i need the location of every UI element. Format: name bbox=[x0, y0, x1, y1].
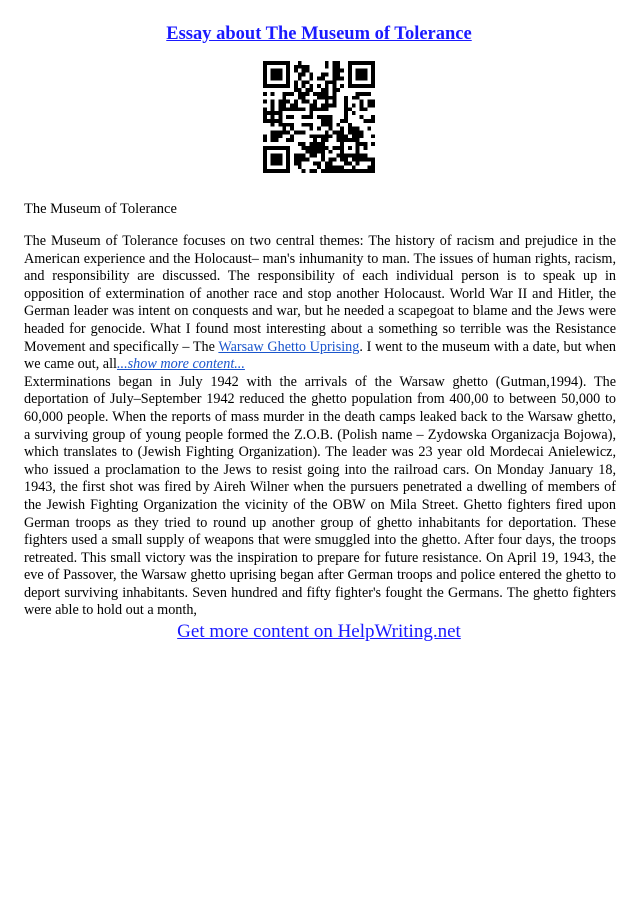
get-more-content-link[interactable]: Get more content on HelpWriting.net bbox=[177, 621, 461, 642]
qr-code-icon bbox=[263, 61, 375, 173]
paragraph-intro-continuation: . I went to the museum with a date, but when we came out, all bbox=[24, 338, 616, 373]
qr-code-graphic bbox=[263, 61, 375, 173]
show-more-content-link[interactable]: ...show more content... bbox=[116, 356, 245, 373]
warsaw-ghetto-uprising-link[interactable]: Warsaw Ghetto Uprising bbox=[218, 338, 360, 355]
page-title-link[interactable]: Essay about The Museum of Tolerance bbox=[166, 24, 472, 44]
paragraph-excerpt: Exterminations began in July 1942 with the arrivals of the Warsaw ghetto (Gutman,1994). The deportation of July–September 1942 reduced the ghetto population from 400,00 to between 50,000 to 60,000 people. When the reports of mass murder in the death camps leaked back to the Warsaw ghetto, a surviving group of young people formed the Z.O.B. (Polish name – Zydowska Organizacja Bojowa), which translates to (Jewish Fighting Organization). The leader was 23 year old Mordecai Anielewicz, who issued a proclamation to the Jews to resist going into the railroad cars. On Monday January 18, 1943, the first shot was fired by Aireh Wilner when the pursuers penetrated a dwelling of members of the Jewish Fighting Organization the vicinity of the OBW on Mila Street. Ghetto fighters fired upon German troops as they tried to round up another group of ghetto inhabitants for deportation. These fighters used a small supply of weapons that were smuggled into the ghetto. After four days, the troops retreated. This small victory was the inspiration to prepare for future resistance. On April 19, 1943, the eve of Passover, the Warsaw ghetto uprising began after German troops and police entered the ghetto to deport surviving inhabitants. Seven hundred and fifty fighter's fought the Germans. The ghetto fighters were able to hold out a month, bbox=[24, 373, 616, 619]
paragraph-intro bbox=[24, 233, 616, 374]
section-heading: The Museum of Tolerance bbox=[24, 201, 177, 217]
essay-body bbox=[24, 233, 616, 620]
paragraph-intro-text: The Museum of Tolerance focuses on two central themes: The history of racism and prejudice in the American experience and the Holocaust– man's inhumanity to man. The issues of human rights, racism, and responsibility are discussed. The responsibility of each individual person is to speak up in opposition of extermination of another race and stop another Holocaust. World War II and Hitler, the German leader was intent on conquests and war, but he needed a scapegoat to blame and the Jews were headed for genocide. What I found most interesting about a something so terrible was the Resistance Movement and specifically – The bbox=[24, 233, 616, 355]
